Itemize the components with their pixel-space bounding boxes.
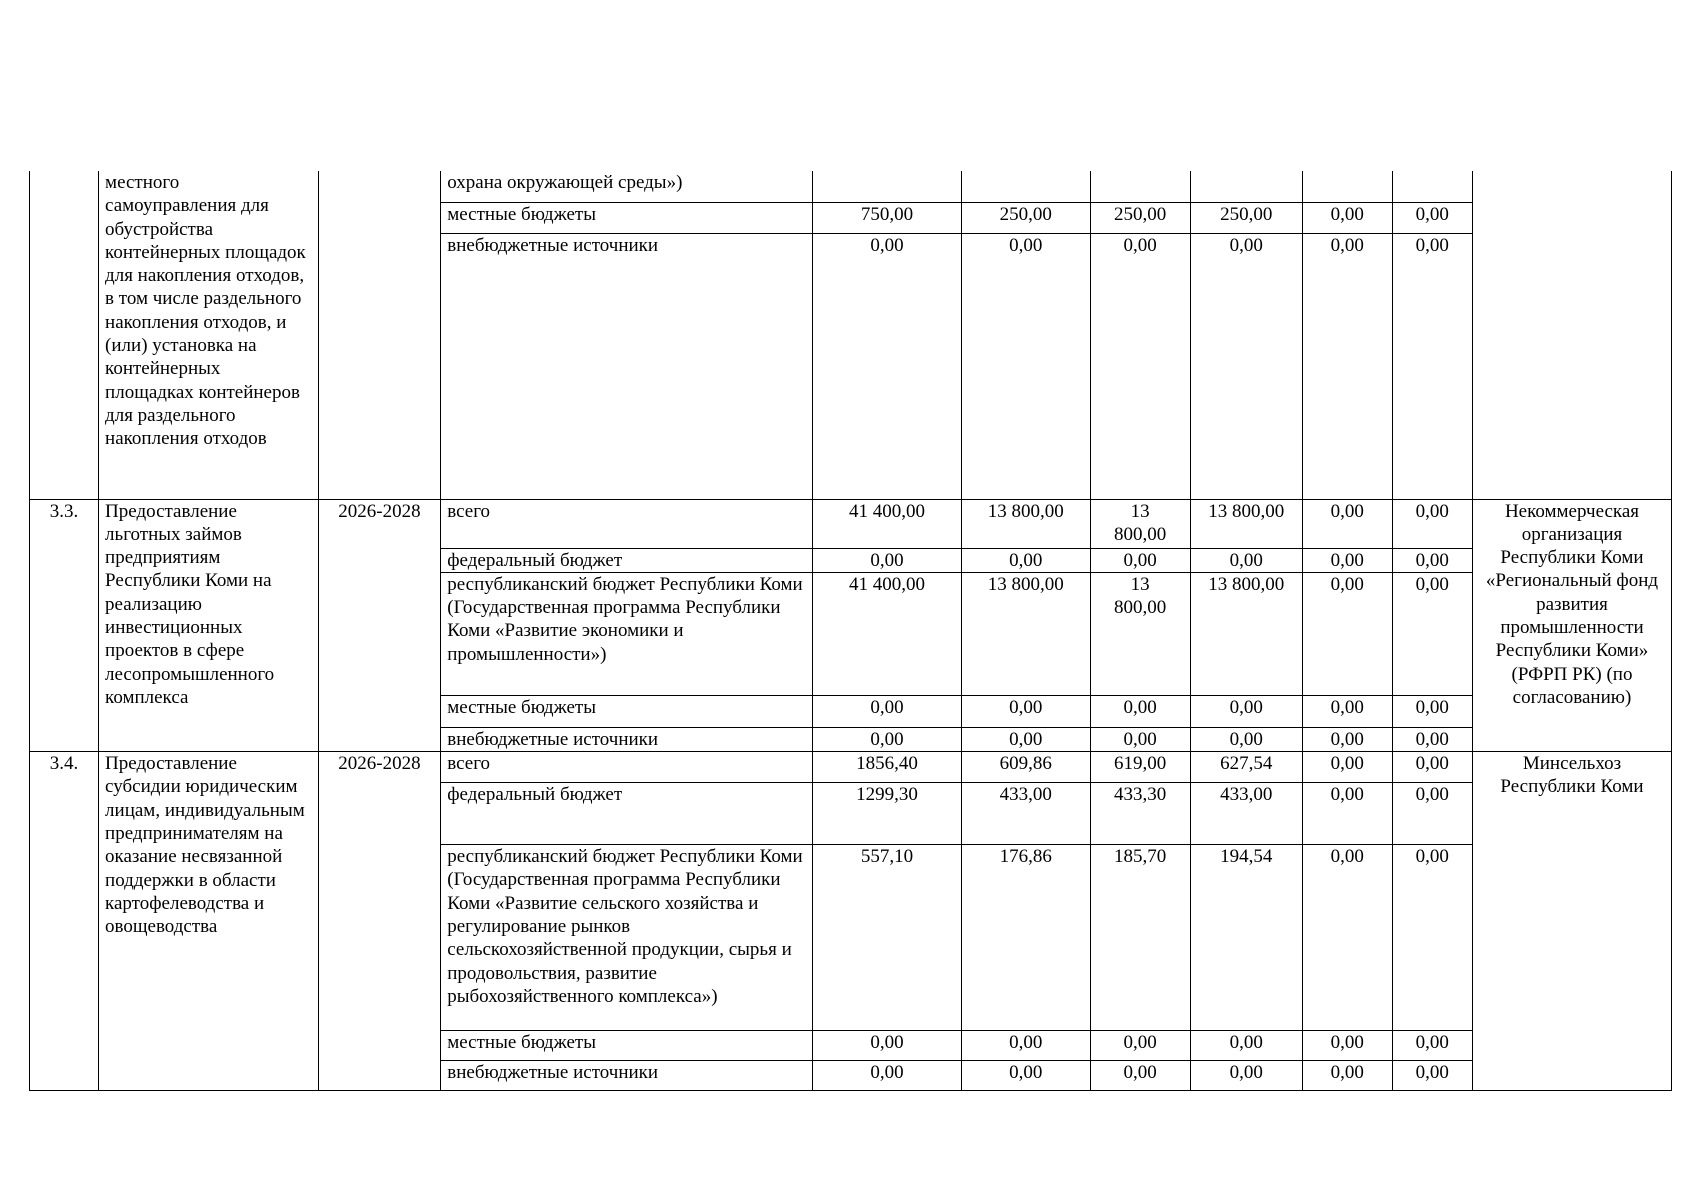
value-cell: 0,00 bbox=[1302, 727, 1392, 751]
value-cell bbox=[1090, 171, 1190, 202]
source-label: республиканский бюджет Республики Коми (Государственная программа Республики Коми «Развитие экономики и промышленности») bbox=[441, 572, 813, 695]
source-label: внебюджетные источники bbox=[441, 233, 813, 499]
item-name: Предоставление субсидии юридическим лицам, индивидуальным предпринимателям на оказание несвязанной поддержки в области картофелеводства и овощеводства bbox=[99, 752, 319, 1091]
value-cell: 41 400,00 bbox=[813, 499, 961, 548]
value-cell: 0,00 bbox=[1190, 727, 1302, 751]
source-label: местные бюджеты bbox=[441, 1031, 813, 1061]
value-cell: 0,00 bbox=[1090, 548, 1190, 572]
value-cell: 0,00 bbox=[1302, 1031, 1392, 1061]
table-row bbox=[30, 171, 1672, 202]
value-cell: 1299,30 bbox=[813, 783, 961, 845]
value-cell: 0,00 bbox=[1392, 783, 1472, 845]
value-cell: 0,00 bbox=[1190, 1061, 1302, 1091]
value-cell: 0,00 bbox=[1392, 202, 1472, 233]
value-cell: 0,00 bbox=[961, 1061, 1090, 1091]
value-cell: 0,00 bbox=[961, 695, 1090, 727]
value-cell: 13 800,00 bbox=[1090, 572, 1190, 695]
item-executor: Минсельхоз Республики Коми bbox=[1472, 752, 1671, 1091]
item-period: 2026-2028 bbox=[318, 499, 441, 752]
table-row bbox=[30, 752, 1672, 783]
value-cell bbox=[813, 171, 961, 202]
item-name: Предоставление льготных займов предприятиям Республики Коми на реализацию инвестиционных проектов в сфере лесопромышленного комплекса bbox=[99, 499, 319, 752]
value-cell: 627,54 bbox=[1190, 752, 1302, 783]
value-cell: 0,00 bbox=[1392, 752, 1472, 783]
source-label: местные бюджеты bbox=[441, 695, 813, 727]
value-cell: 0,00 bbox=[1392, 572, 1472, 695]
value-cell: 609,86 bbox=[961, 752, 1090, 783]
source-label: охрана окружающей среды») bbox=[441, 171, 813, 202]
value-cell: 0,00 bbox=[1302, 572, 1392, 695]
item-number: 3.3. bbox=[30, 499, 99, 752]
value-cell: 0,00 bbox=[1090, 727, 1190, 751]
value-cell: 1856,40 bbox=[813, 752, 961, 783]
source-label: внебюджетные источники bbox=[441, 1061, 813, 1091]
source-label bbox=[441, 845, 813, 1031]
value-cell bbox=[1392, 171, 1472, 202]
source-label: федеральный бюджет bbox=[441, 783, 813, 845]
item-executor bbox=[1472, 171, 1671, 499]
value-cell: 0,00 bbox=[1392, 695, 1472, 727]
item-number: 3.4. bbox=[30, 752, 99, 1091]
value-cell: 13 800,00 bbox=[961, 499, 1090, 548]
value-cell: 0,00 bbox=[1302, 1061, 1392, 1091]
item-period: 2026-2028 bbox=[318, 752, 441, 1091]
value-cell: 0,00 bbox=[1090, 1061, 1190, 1091]
value-cell: 0,00 bbox=[1190, 695, 1302, 727]
value-cell: 0,00 bbox=[961, 233, 1090, 499]
value-cell: 0,00 bbox=[1392, 845, 1472, 1031]
value-cell: 0,00 bbox=[813, 548, 961, 572]
value-cell: 176,86 bbox=[961, 845, 1090, 1031]
value-cell: 0,00 bbox=[1302, 548, 1392, 572]
item-name: местного самоуправления для обустройства контейнерных площадок для накопления отходов, в том числе раздельного накопления отходов, и (или) установка на контейнерных площадках контейнеров для раздельного накопления отходов bbox=[99, 171, 319, 499]
value-cell: 0,00 bbox=[1190, 233, 1302, 499]
value-cell: 0,00 bbox=[1302, 783, 1392, 845]
value-cell: 0,00 bbox=[1090, 233, 1190, 499]
item-executor: Некоммерческая организация Республики Коми «Региональный фонд развития промышленности Республики Коми» (РФРП РК) (по согласованию) bbox=[1472, 499, 1671, 752]
item-period bbox=[318, 171, 441, 499]
value-cell: 433,00 bbox=[961, 783, 1090, 845]
source-label: всего bbox=[441, 752, 813, 783]
item-number bbox=[30, 171, 99, 499]
value-cell: 250,00 bbox=[1090, 202, 1190, 233]
value-cell: 194,54 bbox=[1190, 845, 1302, 1031]
value-cell: 0,00 bbox=[1190, 548, 1302, 572]
value-cell: 0,00 bbox=[961, 1031, 1090, 1061]
value-cell: 13 800,00 bbox=[1090, 499, 1190, 548]
value-cell: 0,00 bbox=[1302, 845, 1392, 1031]
value-cell: 433,00 bbox=[1190, 783, 1302, 845]
source-label: местные бюджеты bbox=[441, 202, 813, 233]
value-cell: 0,00 bbox=[961, 727, 1090, 751]
value-cell bbox=[961, 171, 1090, 202]
table-row bbox=[30, 499, 1672, 548]
value-cell: 0,00 bbox=[1392, 233, 1472, 499]
value-cell: 0,00 bbox=[1392, 1031, 1472, 1061]
value-cell: 0,00 bbox=[961, 548, 1090, 572]
value-cell bbox=[1190, 171, 1302, 202]
value-cell: 0,00 bbox=[1302, 202, 1392, 233]
value-cell: 13 800,00 bbox=[1190, 499, 1302, 548]
value-cell: 0,00 bbox=[1090, 695, 1190, 727]
value-cell: 185,70 bbox=[1090, 845, 1190, 1031]
value-cell: 250,00 bbox=[961, 202, 1090, 233]
value-cell: 250,00 bbox=[1190, 202, 1302, 233]
value-cell: 750,00 bbox=[813, 202, 961, 233]
value-cell: 0,00 bbox=[1090, 1031, 1190, 1061]
value-cell: 0,00 bbox=[813, 1061, 961, 1091]
value-cell: 0,00 bbox=[813, 695, 961, 727]
value-cell: 0,00 bbox=[1392, 1061, 1472, 1091]
value-cell: 0,00 bbox=[1392, 499, 1472, 548]
value-cell: 0,00 bbox=[1302, 499, 1392, 548]
value-cell: 0,00 bbox=[1302, 752, 1392, 783]
value-cell: 557,10 bbox=[813, 845, 961, 1031]
value-cell: 433,30 bbox=[1090, 783, 1190, 845]
source-label: всего bbox=[441, 499, 813, 548]
value-cell: 0,00 bbox=[813, 1031, 961, 1061]
value-cell: 619,00 bbox=[1090, 752, 1190, 783]
value-cell: 0,00 bbox=[1302, 233, 1392, 499]
financing-table bbox=[29, 171, 1672, 1091]
value-cell: 41 400,00 bbox=[813, 572, 961, 695]
value-cell: 0,00 bbox=[1302, 695, 1392, 727]
source-label: федеральный бюджет bbox=[441, 548, 813, 572]
value-cell: 0,00 bbox=[1392, 727, 1472, 751]
value-cell: 13 800,00 bbox=[1190, 572, 1302, 695]
value-cell: 0,00 bbox=[1392, 548, 1472, 572]
value-cell: 13 800,00 bbox=[961, 572, 1090, 695]
value-cell bbox=[1302, 171, 1392, 202]
source-label: внебюджетные источники bbox=[441, 727, 813, 751]
source-label-main: республиканский бюджет Республики Коми bbox=[447, 846, 803, 868]
source-label-program: (Государственная программа Республики Коми «Развитие сельского хозяйства и регулирование рынков сельскохозяйственной продукции, сырья и продовольствия, развитие рыбохозяйственного комплекса») bbox=[447, 869, 792, 1007]
value-cell: 0,00 bbox=[813, 233, 961, 499]
value-cell: 0,00 bbox=[1190, 1031, 1302, 1061]
value-cell: 0,00 bbox=[813, 727, 961, 751]
